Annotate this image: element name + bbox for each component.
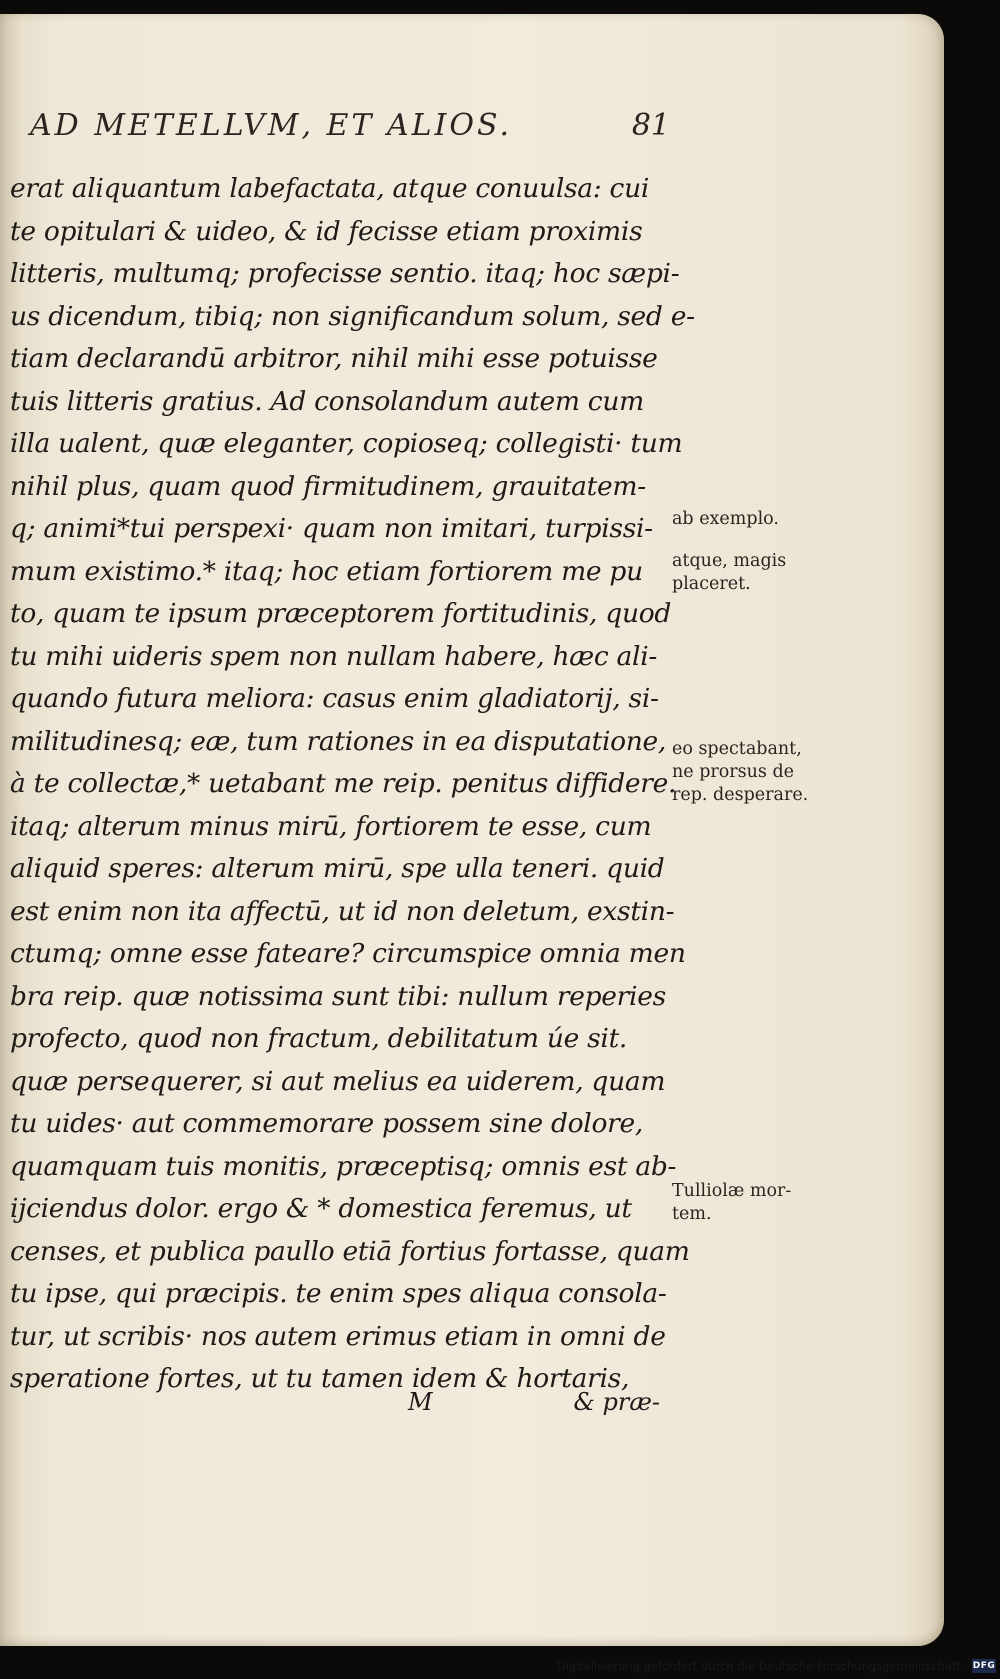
text-line: speratione fortes, ut tu tamen idem & hortaris, xyxy=(10,1363,630,1394)
body-text xyxy=(10,168,695,1401)
folio-number: 81 xyxy=(631,108,670,143)
text-line: q; animi*tui perspexi· quam non imitari, turpissi- xyxy=(10,513,653,544)
text-line: nihil plus, quam quod firmitudinem, grauitatem- xyxy=(10,470,646,502)
running-head: AD METELLVM, ET ALIOS. xyxy=(30,108,513,143)
text-line: profecto, quod non fractum, debilitatum úe sit. xyxy=(10,1023,628,1054)
text-line: ctumq; omne esse fateare? circumspice omnia men xyxy=(10,938,686,969)
text-line: tiam declarandū arbitror, nihil mihi esse potuisse xyxy=(10,343,658,374)
digitization-credit: Digitalisierung gefördert durch die Deutsche Forschungsgemeinschaft - xyxy=(556,1659,968,1673)
margin-note-line: ab exemplo. xyxy=(672,509,779,529)
text-line: militudinesq; eæ, tum rationes in ea disputatione, xyxy=(10,725,667,757)
text-line: tu ipse, qui præcipis. te enim spes aliqua consola- xyxy=(10,1278,667,1309)
text-line: quando futura meliora: casus enim gladiatorij, si- xyxy=(10,683,659,714)
text-line: aliquid speres: alterum mirū, spe ulla teneri. quid xyxy=(10,853,665,884)
catchword-line xyxy=(10,1388,670,1428)
margin-note xyxy=(672,508,779,531)
text-line: mum existimo.* itaq; hoc etiam fortiorem me pu xyxy=(10,555,643,587)
text-line: est enim non ita affectū, ut id non deletum, exstin- xyxy=(10,895,675,927)
margin-note xyxy=(672,550,786,596)
text-line: quæ persequerer, si aut melius ea uiderem, quam xyxy=(10,1065,666,1097)
catchword: & præ- xyxy=(573,1388,660,1416)
text-line: litteris, multumq; profecisse sentio. itaq; hoc sæpi- xyxy=(10,258,680,289)
margin-note-line: ne prorsus de xyxy=(672,762,795,782)
dfg-logo: DFG xyxy=(972,1661,996,1671)
text-line: à te collectæ,* uetabant me reip. penitus diffidere. xyxy=(10,768,677,799)
text-line: us dicendum, tibiq; non significandum solum, sed e- xyxy=(10,300,695,332)
text-line: te opitulari & uideo, & id fecisse etiam proximis xyxy=(10,215,643,247)
page-header xyxy=(30,108,670,150)
text-line: illa ualent, quæ eleganter, copioseq; collegisti· tum xyxy=(10,428,683,459)
margin-note-line: placeret. xyxy=(672,574,751,594)
text-line: ijciendus dolor. ergo & * domestica feremus, ut xyxy=(10,1193,632,1224)
margin-note xyxy=(672,1180,791,1226)
text-line: quamquam tuis monitis, præceptisq; omnis est ab- xyxy=(10,1150,677,1182)
margin-note-line: tem. xyxy=(672,1204,712,1224)
text-line: to, quam te ipsum præceptorem fortitudinis, quod xyxy=(10,598,672,629)
margin-note-line: eo spectabant, xyxy=(672,739,802,759)
text-line: erat aliquantum labefactata, atque conuulsa: cui xyxy=(10,173,650,204)
text-line: itaq; alterum minus mirū, fortiorem te esse, cum xyxy=(10,810,652,842)
text-line: tu mihi uideris spem non nullam habere, hæc ali- xyxy=(10,640,658,672)
margin-note-line: rep. desperare. xyxy=(672,785,809,805)
text-line: tu uides· aut commemorare possem sine dolore, xyxy=(10,1108,643,1139)
margin-note-line: Tulliolæ mor- xyxy=(672,1181,792,1201)
margin-note xyxy=(672,738,808,807)
margin-note-line: atque, magis xyxy=(672,551,787,571)
text-line: censes, et publica paullo etiā fortius fortasse, quam xyxy=(10,1235,690,1267)
text-line: tur, ut scribis· nos autem erimus etiam in omni de xyxy=(10,1320,666,1352)
text-line: bra reip. quæ notissima sunt tibi: nullum reperies xyxy=(10,980,666,1012)
signature-mark: M xyxy=(408,1388,433,1416)
text-line: tuis litteris gratius. Ad consolandum autem cum xyxy=(10,385,644,417)
